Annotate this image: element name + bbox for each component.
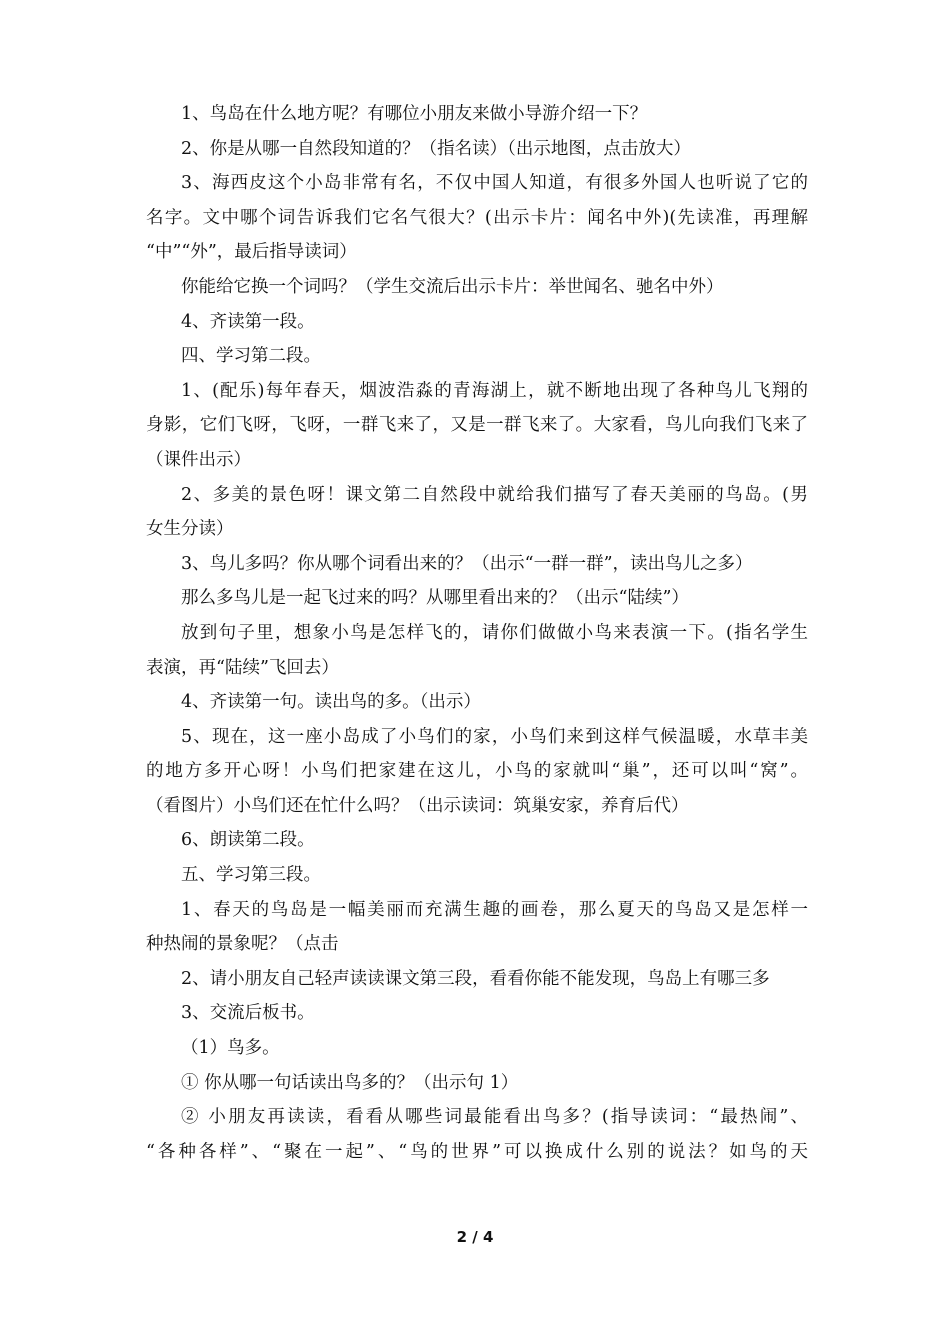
text-line: （1）鸟多。 (181, 1038, 280, 1059)
text-line: 身影，它们飞呀，飞呀，一群飞来了，又是一群飞来了。大家看，鸟儿向我们飞来了 (146, 415, 808, 436)
text-line: ② 小朋友再读读，看看从哪些词最能看出鸟多？(指导读词：“最热闹”、 (181, 1107, 808, 1128)
text-line: ① 你从哪一句话读出鸟多的？（出示句 1） (181, 1072, 519, 1093)
text-line: 名字。文中哪个词告诉我们它名气很大？(出示卡片：闻名中外)(先读准，再理解 (146, 207, 808, 228)
page-number: 2 / 4 (456, 1228, 494, 1246)
text-line: 2、请小朋友自己轻声读读课文第三段，看看你能不能发现，鸟岛上有哪三多 (181, 968, 770, 989)
text-line: 3、鸟儿多吗？你从哪个词看出来的？（出示“一群一群”，读出鸟儿之多） (181, 553, 753, 574)
text-line: 5、现在，这一座小岛成了小鸟们的家，小鸟们来到这样气候温暖，水草丰美 (181, 726, 808, 747)
text-line: “各种各样”、“聚在一起”、“鸟的世界”可以换成什么别的说法？如鸟的天 (146, 1141, 808, 1162)
text-line: 你能给它换一个词吗？（学生交流后出示卡片：举世闻名、驰名中外） (181, 276, 724, 297)
text-line: （课件出示） (146, 449, 251, 470)
text-line: 3、交流后板书。 (181, 1003, 315, 1024)
text-line: 表演，再“陆续”飞回去） (146, 657, 339, 678)
text-line: 6、朗读第二段。 (181, 830, 315, 851)
text-line: 四、学习第二段。 (181, 346, 321, 367)
text-line: 3、海西皮这个小岛非常有名，不仅中国人知道，有很多外国人也听说了它的 (181, 173, 808, 194)
text-line: 4、齐读第一段。 (181, 311, 315, 332)
text-line: 那么多鸟儿是一起飞过来的吗？从哪里看出来的？（出示“陆续”） (181, 588, 689, 609)
text-line: “中”“外”，最后指导读词） (146, 242, 357, 263)
text-line: 4、齐读第一句。读出鸟的多。（出示） (181, 692, 481, 713)
text-line: 放到句子里，想象小鸟是怎样飞的，请你们做做小鸟来表演一下。(指名学生 (181, 622, 808, 643)
text-line: 五、学习第三段。 (181, 865, 321, 886)
text-line: 的地方多开心呀！小鸟们把家建在这儿，小鸟的家就叫“巢”，还可以叫“窝”。 (146, 761, 808, 782)
text-line: （看图片）小鸟们还在忙什么吗？（出示读词：筑巢安家，养育后代） (146, 795, 689, 816)
text-line: 1、(配乐)每年春天，烟波浩淼的青海湖上，就不断地出现了各种鸟儿飞翔的 (181, 380, 808, 401)
text-line: 1、春天的鸟岛是一幅美丽而充满生趣的画卷，那么夏天的鸟岛又是怎样一 (181, 899, 808, 920)
text-line: 2、多美的景色呀！课文第二自然段中就给我们描写了春天美丽的鸟岛。(男 (181, 484, 808, 505)
text-line: 2、你是从哪一自然段知道的？（指名读）（出示地图，点击放大） (181, 138, 691, 159)
text-line: 女生分读） (146, 519, 234, 540)
text-line: 种热闹的景象呢？（点击 (146, 934, 339, 955)
document-body (146, 97, 808, 1169)
text-line: 1、鸟岛在什么地方呢？有哪位小朋友来做小导游介绍一下？ (181, 104, 648, 124)
